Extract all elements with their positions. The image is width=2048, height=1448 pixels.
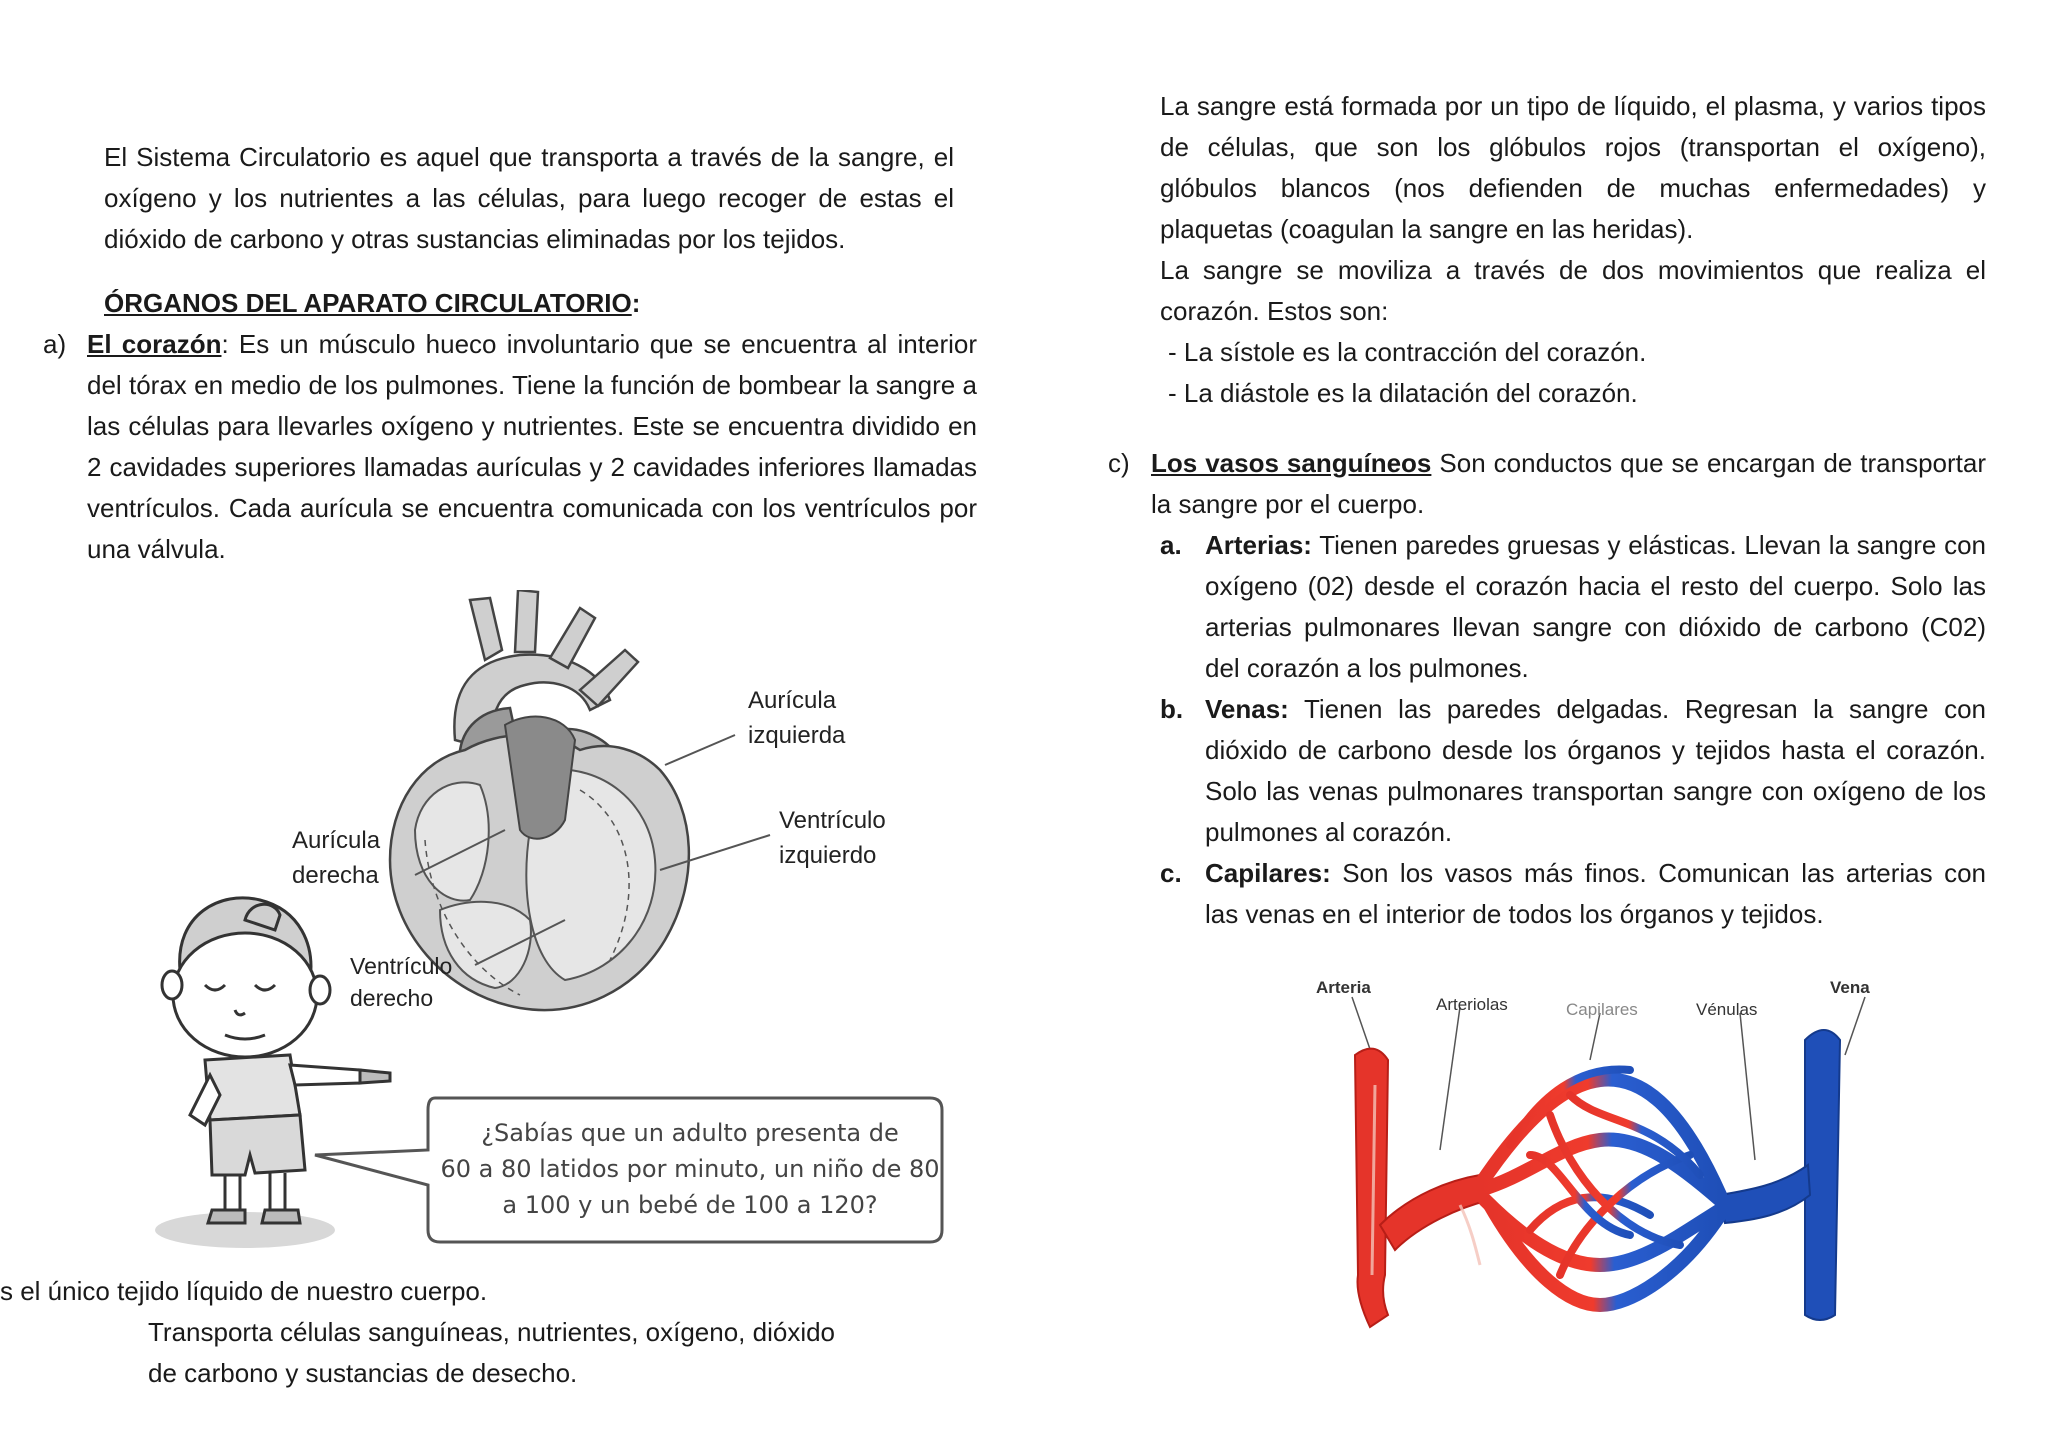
label-venulas: Vénulas (1696, 1000, 1758, 1019)
label-ventriculo-derecho-line1: Ventrículo (350, 953, 453, 979)
intro-text: El Sistema Circulatorio es aquel que transporta a través de la sangre, el oxígeno y los nutrientes a las células, para luego recoger de estas el dióxido de carbono y otras sustancias eliminadas por los tejidos. (104, 142, 954, 254)
label-ventriculo-izquierdo (779, 803, 886, 873)
list-item-capilares (1160, 853, 1986, 935)
label-auricula-derecha-line1: Aurícula (292, 827, 381, 854)
label-ventriculo-derecho-line2: derecho (350, 985, 434, 1011)
blood-paragraph-1 (1160, 86, 1986, 250)
label-auricula-izquierda-line1: Aurícula (748, 687, 837, 714)
blood-vessels-illustration (1300, 975, 1900, 1355)
diastole-line: - La diástole es la dilatación del corazón. (1168, 378, 1638, 408)
label-arteria: Arteria (1316, 978, 1371, 997)
vessels-marker: c) (1108, 448, 1130, 478)
list-item-venas (1160, 689, 1986, 853)
vessels-list (1160, 525, 1986, 935)
capilares-text: Son los vasos más finos. Comunican las arterias con las venas en el interior de todos los órganos y tejidos. (1205, 858, 1986, 929)
list-marker-c: c. (1160, 858, 1182, 888)
label-ventriculo-izquierdo-line1: Ventrículo (779, 807, 886, 834)
blood-paragraph-2 (1160, 250, 1986, 332)
bottom-line-2: Transporta células sanguíneas, nutrientes, oxígeno, dióxido (148, 1317, 836, 1347)
bubble-line-3: a 100 y un bebé de 100 a 120? (502, 1191, 878, 1219)
heart-term: El corazón (87, 329, 222, 359)
sistole-line: - La sístole es la contracción del corazón. (1168, 337, 1647, 367)
label-vena: Vena (1830, 978, 1870, 997)
label-auricula-derecha-line2: derecha (292, 862, 379, 889)
vessels-paragraph (1151, 443, 1986, 525)
label-auricula-izquierda-line2: izquierda (748, 722, 846, 749)
label-auricula-derecha (292, 823, 380, 893)
label-auricula-izquierda (748, 683, 845, 753)
organs-heading-colon: : (631, 288, 641, 318)
venas-term: Venas: (1205, 694, 1289, 724)
vessels-text: Son conductos que se encargan de transportar la sangre por el cuerpo. (1151, 448, 1987, 519)
list-marker-b: b. (1160, 694, 1184, 724)
label-arteriolas: Arteriolas (1436, 995, 1508, 1014)
arterias-term: Arterias: (1205, 530, 1312, 560)
speech-bubble (440, 1115, 940, 1223)
capilares-term: Capilares: (1205, 858, 1331, 888)
vessels-term: Los vasos sanguíneos (1151, 448, 1432, 478)
arterias-text: Tienen paredes gruesas y elásticas. Llevan la sangre con oxígeno (02) desde el corazón hacia el resto del cuerpo. Solo las arterias pulmonares llevan sangre con dióxido de carbono (C02) del corazón a los pulmones. (1205, 530, 1986, 683)
label-capilares: Capilares (1566, 1000, 1638, 1019)
organs-heading-text: ÓRGANOS DEL APARATO CIRCULATORIO (104, 288, 632, 318)
venas-text: Tienen las paredes delgadas. Regresan la sangre con dióxido de carbono desde los órganos y tejidos hasta el corazón. Solo las venas pulmonares transportan sangre con oxígeno de los pulmones al corazón. (1205, 694, 1986, 847)
blood-paragraph-2-text: La sangre se moviliza a través de dos movimientos que realiza el corazón. Estos son: (1160, 255, 1986, 326)
blood-paragraph-1-text: La sangre está formada por un tipo de líquido, el plasma, y varios tipos de células, que son los glóbulos rojos (transportan el oxígeno), glóbulos blancos (nos defienden de muchas enfermedades) y plaquetas (coagulan la sangre en las heridas). (1160, 91, 1986, 244)
list-marker-a: a. (1160, 530, 1182, 560)
bubble-line-2: 60 a 80 latidos por minuto, un niño de 80 (440, 1155, 940, 1183)
bottom-line-1: s el único tejido líquido de nuestro cuerpo. (0, 1276, 488, 1306)
bottom-line-3: de carbono y sustancias de desecho. (148, 1358, 578, 1388)
heart-text: : Es un músculo hueco involuntario que se encuentra al interior del tórax en medio de los pulmones. Tiene la función de bombear la sangre a las células para llevarles oxígeno y nutrientes. Este se encuentra dividido en 2 cavidades superiores llamadas aurículas y 2 cavidades inferiores llamadas ventrículos. Cada aurícula se encuentra comunicada con los ventrículos por una válvula. (87, 329, 977, 564)
heart-marker: a) (43, 329, 67, 359)
label-ventriculo-izquierdo-line2: izquierdo (779, 842, 877, 869)
list-item-arterias (1160, 525, 1986, 689)
bubble-line-1: ¿Sabías que un adulto presenta de (481, 1119, 899, 1147)
